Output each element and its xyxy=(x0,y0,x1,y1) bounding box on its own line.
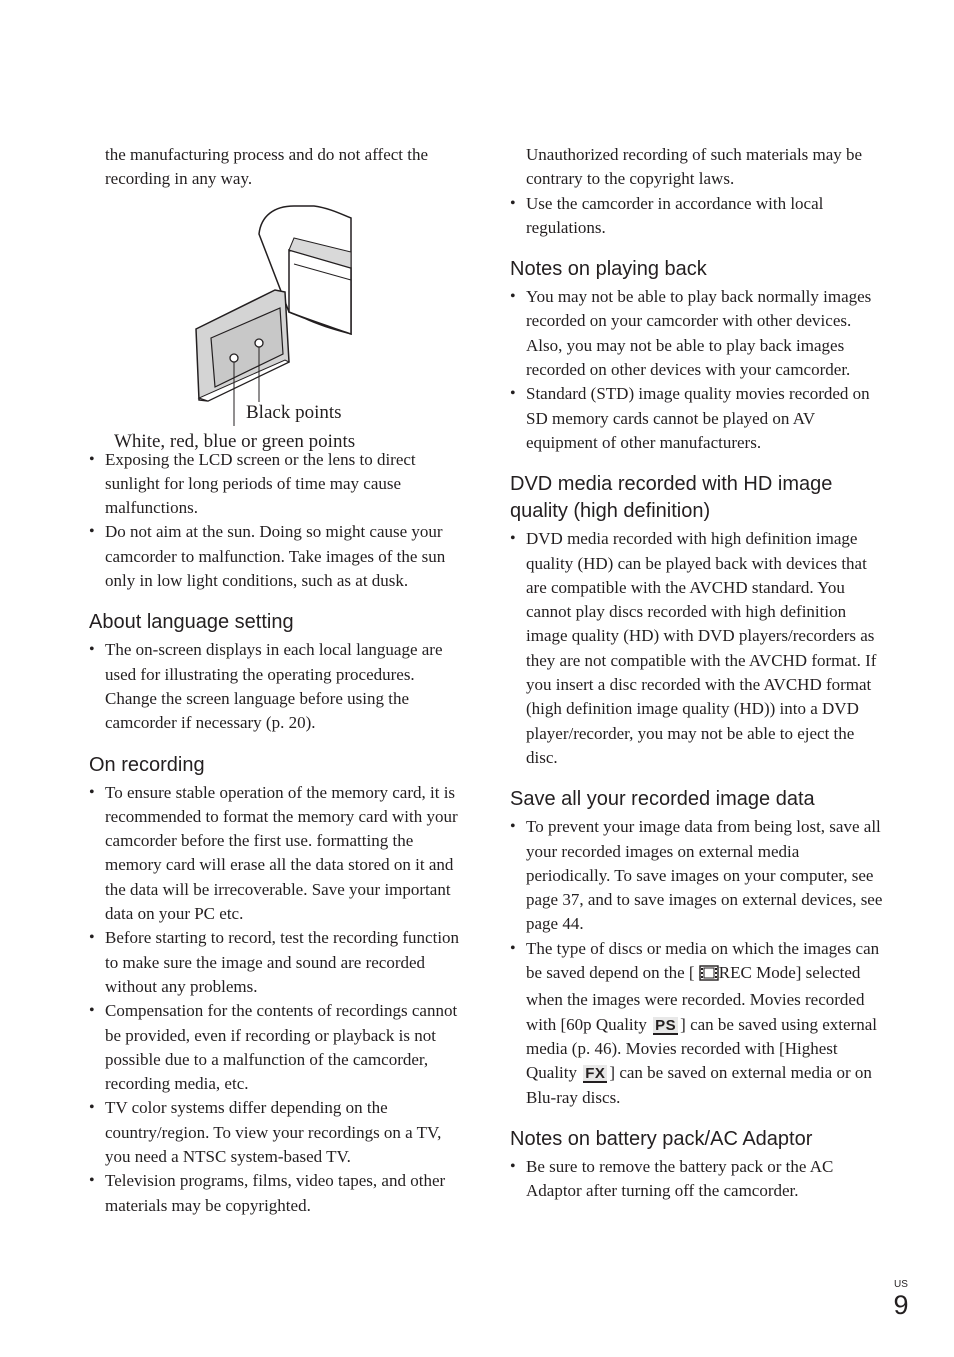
region-code: US xyxy=(894,1279,908,1290)
language-bullets xyxy=(89,638,461,735)
quality-ps-icon: PS xyxy=(655,1016,677,1034)
list-item-rec-mode xyxy=(510,937,884,1110)
list-item: • Television programs, films, video tapes, and other materials may be copyrighted. xyxy=(89,1169,461,1218)
dvd-bullets xyxy=(510,527,884,770)
rec-mode-text-4: ] can be saved on external media or on Blu-ray discs. xyxy=(526,1063,872,1107)
camcorder-lcd-illustration xyxy=(89,194,461,426)
rec-mode-text-1: The type of discs or media on which the images can be saved depend on the [ xyxy=(526,938,880,983)
list-item: • DVD media recorded with high definition image quality (HD) can be played back with devices that are compatible with the AVCHD standard. You cannot play discs recorded with high definition image quality (HD) with DVD players/recorders as they are not compatible with the AVCHD format. If you insert a disc recorded with the AVCHD format (high definition image quality (HD)) into a DVD player/recorder, you may not be able to eject the disc. xyxy=(510,527,884,770)
battery-bullets xyxy=(510,1155,884,1204)
list-item: • Compensation for the contents of recordings cannot be provided, even if recording or playback is not possible due to a malfunction of the camcorder, recording media, etc. xyxy=(89,999,461,1096)
page-number xyxy=(889,1279,913,1319)
list-item: • Exposing the LCD screen or the lens to direct sunlight for long periods of time may cause malfunctions. xyxy=(89,448,461,521)
heading-language: About language setting xyxy=(89,611,294,634)
heading-battery: Notes on battery pack/AC Adaptor xyxy=(510,1127,813,1150)
intro-continuation: the manufacturing process and do not affect the recording in any way. xyxy=(105,145,429,189)
heading-recording: On recording xyxy=(89,753,205,776)
heading-save-data: Save all your recorded image data xyxy=(510,788,815,811)
list-item: • Use the camcorder in accordance with local regulations. xyxy=(510,192,884,241)
list-item: • Do not aim at the sun. Doing so might cause your camcorder to malfunction. Take images of the sun only in low light conditions, such as at dusk. xyxy=(89,520,461,593)
lcd-figure xyxy=(89,194,461,452)
right-column xyxy=(510,143,884,1203)
rec-mode-text-2: REC Mode] selected when the images were recorded. Movies recorded with [60p Quality xyxy=(526,963,865,1034)
copyright-continuation: Unauthorized recording of such materials may be contrary to the copyright laws. xyxy=(526,145,863,189)
rec-mode-text-3: ] can be saved using external media (p. 46). Movies recorded with [Highest Quality xyxy=(526,1014,877,1083)
list-item: • Be sure to remove the battery pack or the AC Adaptor after turning off the camcorder. xyxy=(510,1155,884,1204)
playing-back-bullets xyxy=(510,285,884,455)
heading-dvd-hd: DVD media recorded with HD image quality (high definition) xyxy=(510,473,833,523)
list-item: • Before starting to record, test the recording function to make sure the image and sound are recorded without any problems. xyxy=(89,926,461,999)
quality-fx-icon: FX xyxy=(585,1065,606,1083)
sun-bullets xyxy=(89,448,461,594)
list-item: • To prevent your image data from being lost, save all your recorded images on external media periodically. To save images on your computer, see page 37, and to save images on external devices, see page 44. xyxy=(510,815,884,936)
left-column xyxy=(89,143,461,1218)
save-bullets xyxy=(510,815,884,1110)
list-item: • Standard (STD) image quality movies recorded on SD memory cards cannot be played on AV equipment of other manufacturers. xyxy=(510,382,884,455)
list-item: • You may not be able to play back normally images recorded on your camcorder with other devices. Also, you may not be able to play back images recorded on other devices with your camcorder. xyxy=(510,285,884,382)
regulation-bullets xyxy=(510,192,884,241)
label-black-points: Black points xyxy=(246,401,342,423)
page-number-value: 9 xyxy=(893,1290,909,1320)
recording-bullets xyxy=(89,781,461,1218)
heading-playing-back: Notes on playing back xyxy=(510,258,707,281)
label-colored-points: White, red, blue or green points xyxy=(114,430,356,452)
list-item: • To ensure stable operation of the memory card, it is recommended to format the memory card with your camcorder before the first use. formatting the memory card will erase all the data stored on it and the data will be irrecoverable. Save your important data on your PC etc. xyxy=(89,781,461,927)
list-item: • TV color systems differ depending on the country/region. To view your recordings on a TV, you need a NTSC system-based TV. xyxy=(89,1096,461,1169)
list-item: • The on-screen displays in each local language are used for illustrating the operating procedures. Change the screen language before using the camcorder if necessary (p. 20). xyxy=(89,638,461,735)
movie-film-icon xyxy=(699,964,719,988)
